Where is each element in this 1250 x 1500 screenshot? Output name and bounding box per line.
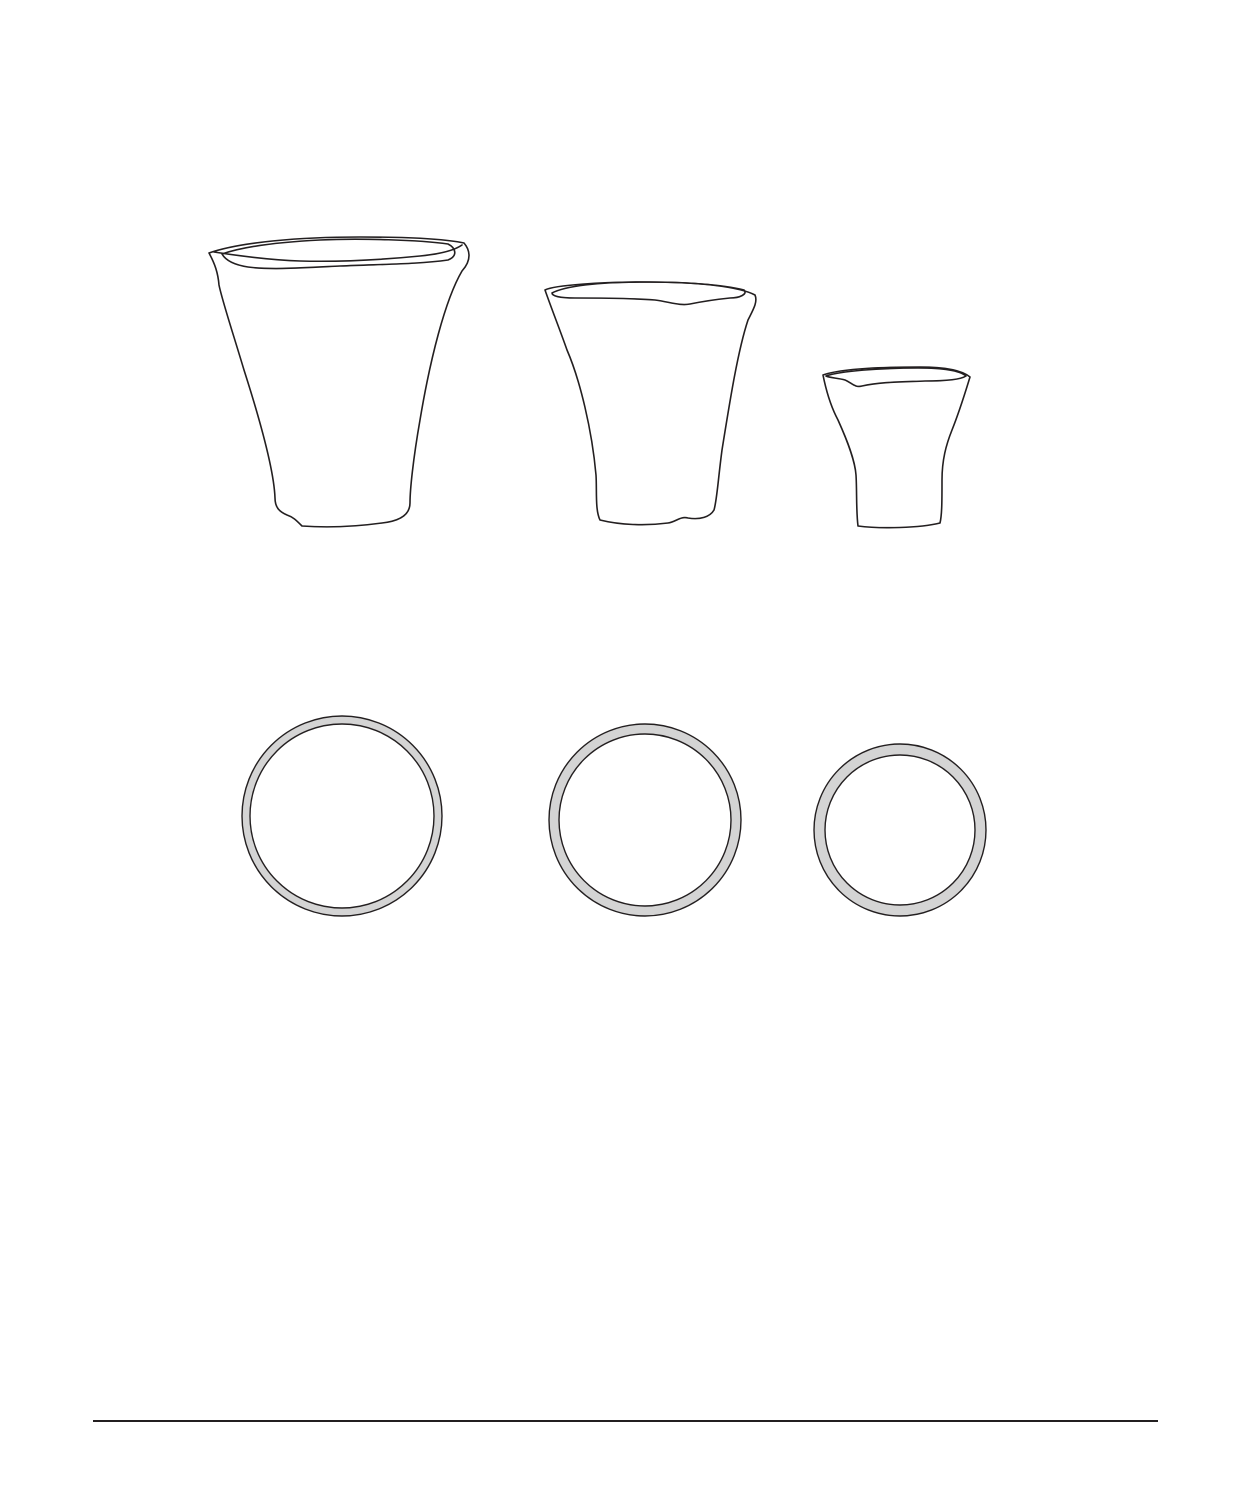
top-view-drawing [0,690,1250,950]
footer-divider [93,1420,1158,1422]
planter-small-isometric [823,367,970,528]
planter-medium-ring-inner [559,734,731,906]
planter-medium-outline [545,282,756,525]
planter-small-outline [823,367,970,528]
planter-large-rim [222,239,455,268]
planter-large-ring-inner [250,724,434,908]
planter-small-ring-inner [825,755,975,905]
planter-medium-rim [552,282,745,305]
planter-large-top-ring [242,716,442,916]
planter-large-outline [209,237,469,527]
planter-medium-isometric [545,282,756,525]
isometric-view-drawing [0,190,1250,580]
planter-medium-top-ring [549,724,741,916]
planter-small-top-ring [814,744,986,916]
planter-large-isometric [209,237,469,527]
